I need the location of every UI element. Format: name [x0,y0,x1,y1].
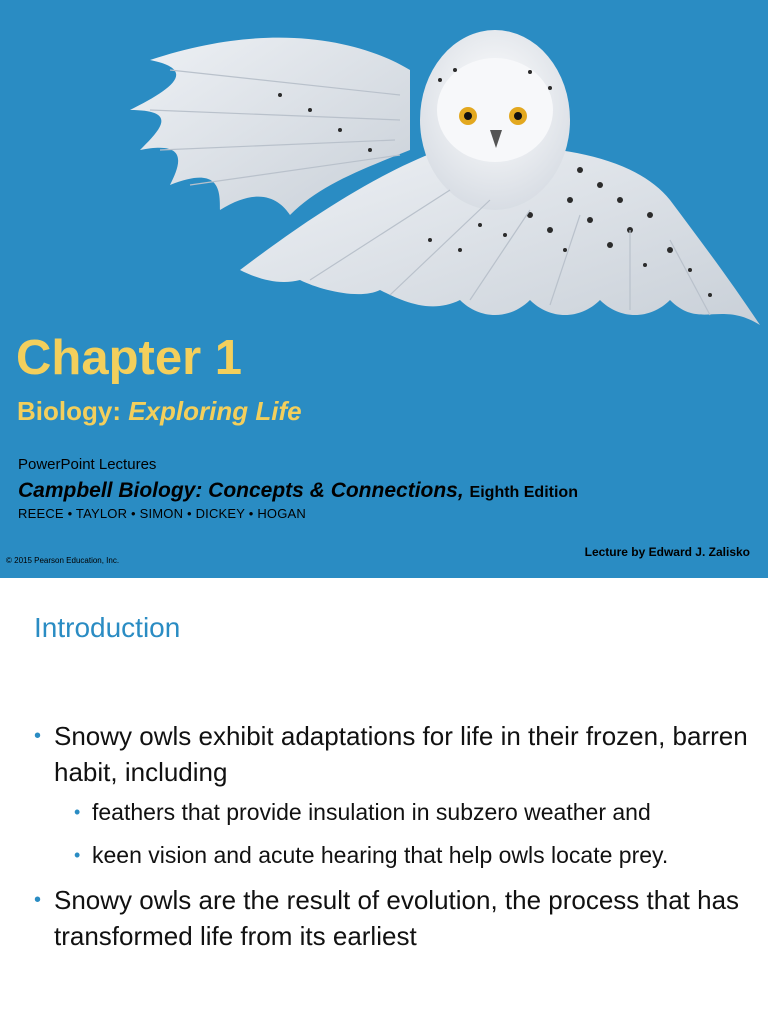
bullet-item: • Snowy owls are the result of evolution, the process that has transformed life from its earliest [34,882,754,954]
lecture-type: PowerPoint Lectures [18,456,157,473]
snowy-owl-image [110,0,768,340]
lecturer: Lecture by Edward J. Zalisko [584,545,750,559]
subtitle-plain: Biology: [17,396,129,426]
sub-bullet-item: • keen vision and acute hearing that help owls locate prey. [72,839,754,872]
content-slide [0,578,768,1024]
slide-heading: Introduction [34,612,181,643]
subtitle-italic: Exploring Life [128,396,302,426]
sub-bullet-item: • feathers that provide insulation in subzero weather and [72,796,754,829]
bullet-list [34,718,754,960]
book-title-line [18,480,578,501]
chapter-subtitle [17,398,302,424]
copyright: © 2015 Pearson Education, Inc. [6,556,120,565]
chapter-title: Chapter 1 [16,331,243,385]
authors: REECE • TAYLOR • SIMON • DICKEY • HOGAN [18,506,306,521]
book-edition: Eighth Edition [469,484,578,501]
bullet-item: • Snowy owls exhibit adaptations for life in their frozen, barren habit, including [34,718,754,790]
book-title: Campbell Biology: Concepts & Connections, [18,479,464,502]
